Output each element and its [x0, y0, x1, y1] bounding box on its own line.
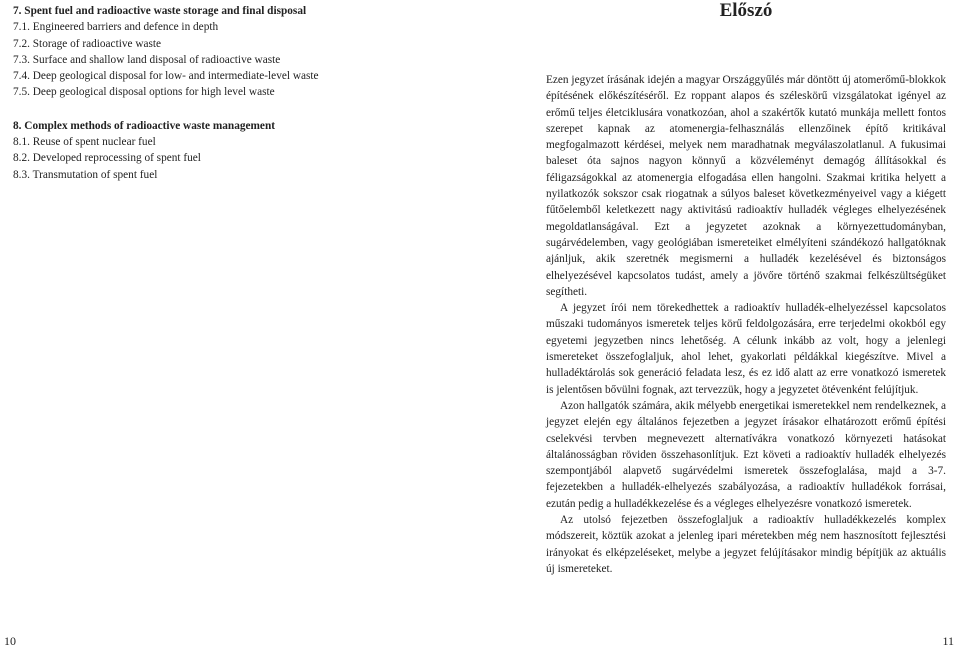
toc-entry: 7.3. Surface and shallow land disposal of radioactive waste — [13, 53, 281, 66]
paragraph: A jegyzet írói nem törekedhettek a radioaktív hulladék-elhelyezéssel kapcsolatos műszaki tudományos ismeretek teljes körű feldolgozására, erre terjedelmi okokból egy egyetemi jegyzetben nincs lehetőség. A célunk inkább az volt, hogy a jelenlegi ismereteket összefoglaljuk, ahol lehet, gyakorlati példákkal kiegészítve. Mivel a hulladéktárolás sok generáció feladata lesz, és ez idő alatt az erre vonatkozó ismeretek is jelentősen bővülni fognak, azt tervezzük, hogy a jegyzetet ötévenként felújítjuk. — [546, 302, 946, 396]
toc-entry: 7.5. Deep geological disposal options for high level waste — [13, 86, 275, 99]
paragraph: Azon hallgatók számára, akik mélyebb energetikai ismeretekkel nem rendelkeznek, a jegyzet elején egy általános fejezetben a jegyzet írásakor elhatározott erőmű építési cselekvési tervben megnevezett alternatívákra vonatkozó környezeti hatásokat általánosságban röviden összehasonlítjuk. Ezt követi a radioaktív hulladék elhelyezés szempontjából alapvető sugárvédelmi ismeretek összefoglalása, majd a 3-7. fejezetekben a hulladék-elhelyezés szabályozása, a radioaktív hulladékok forrásai, ezután pedig a hulladékkezelése és a végleges elhelyezésre vonatkozó ismeretek. — [546, 399, 946, 510]
toc-entry: 8.3. Transmutation of spent fuel — [13, 168, 158, 181]
paragraph: Az utolsó fejezetben összefoglaljuk a radioaktív hulladékkezelés komplex módszereit, köztük azokat a jelenleg ipari méretekben még nem hasznosított fejlesztési irányokat és elképzeléseket, melybe a jegyzet felújításakor mindig bépítjük az aktuális új ismereteket. — [546, 514, 946, 575]
toc-chapter-heading: 8. Complex methods of radioactive waste management — [13, 119, 275, 132]
page-number-left: 10 — [4, 634, 16, 648]
toc-entry: 8.1. Reuse of spent nuclear fuel — [13, 136, 156, 149]
right-page — [546, 0, 946, 577]
paragraph: Ezen jegyzet írásának idején a magyar Országgyűlés már döntött új atomerőmű-blokkok építésének előkészítéséről. Ez roppant alapos és széleskörű vizsgálatokat igényel az erőmű teljes életciklusára vonatkozóan, ahol a szakértők kutató munkája mellett fontos szerepet kapnak az atomenergia-felhasználás ellenzőinek építő kritikával megfogalmazott kérdései, melyek nem maradhatnak megválaszolatlanul. A fukusimai baleset óta sajnos nagyon könnyű a közvéleményt demagóg állításokkal és féligazságokkal az atomenergia elfogadása ellen hangolni. Szakmai kritika helyett a nyilatkozók sokszor csak riogatnak a súlyos baleset következményeivel vagy a kiégett fűtőelemből keletkezett nagy aktivitású radioaktív hulladék végleges elhelyezésének megoldatlanságával. Ezt a jegyzetet azoknak a környezettudományban, sugárvédelemben, vagy geológiában ismereteiket elmélyíteni szándékozó hallgatóknak ajánljuk, akik szeretnék megismerni a hulladék kezelésével és biztonságos elhelyezésével kapcsolatos tudást, amely a jövőre történő szakmai felkészültségüket segítheti. — [546, 74, 946, 298]
page-number-right: 11 — [942, 634, 954, 648]
toc-entry: 8.2. Developed reprocessing of spent fuel — [13, 152, 201, 165]
toc — [13, 3, 443, 183]
toc-entry: 7.2. Storage of radioactive waste — [13, 37, 162, 50]
toc-entry: 7.1. Engineered barriers and defence in depth — [13, 21, 219, 34]
left-page — [13, 3, 443, 183]
page-title: Előszó — [719, 0, 773, 21]
toc-chapter-heading: 7. Spent fuel and radioactive waste storage and final disposal — [13, 5, 307, 17]
toc-entry: 7.4. Deep geological disposal for low- and intermediate-level waste — [13, 70, 319, 83]
toc-spacer — [13, 101, 443, 118]
